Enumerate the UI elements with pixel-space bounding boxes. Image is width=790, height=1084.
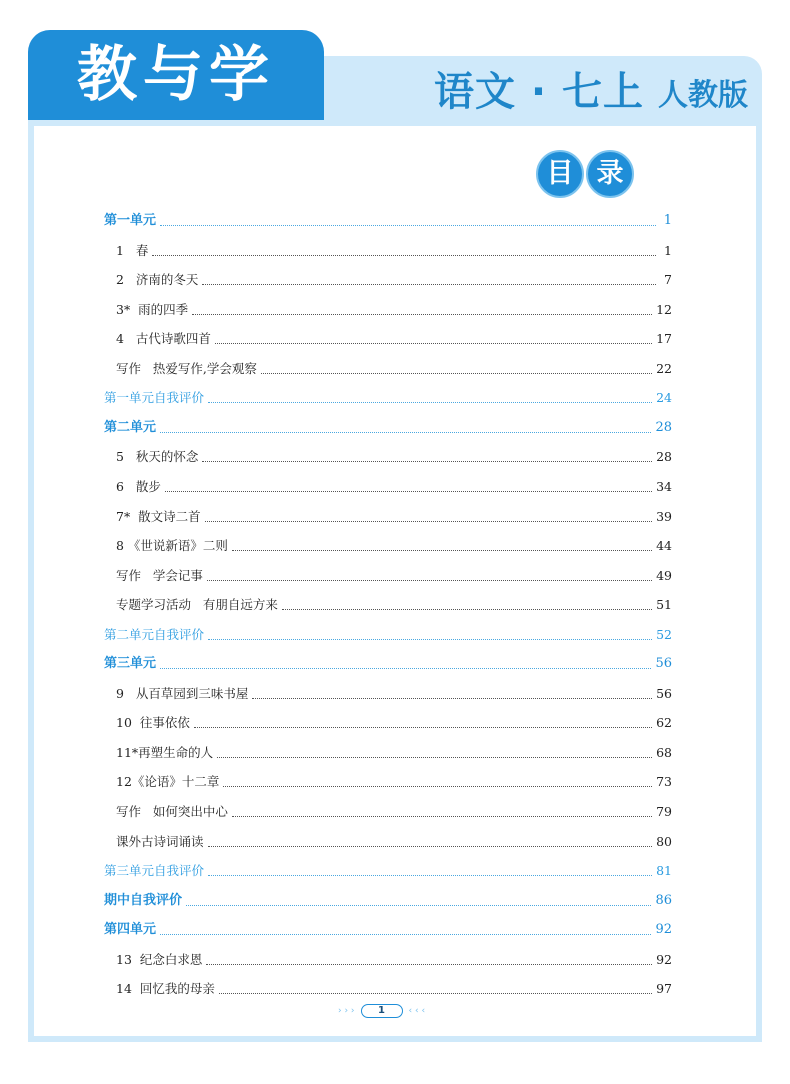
toc-entry-title: 14 回忆我的母亲 bbox=[116, 981, 215, 997]
toc-page-number: 68 bbox=[656, 744, 672, 760]
dot-leader bbox=[206, 964, 652, 965]
toc-entry-title: 6 散步 bbox=[116, 478, 161, 494]
subject-title bbox=[434, 68, 748, 124]
toc-entry[interactable] bbox=[116, 237, 672, 261]
toc-entry[interactable] bbox=[116, 946, 672, 970]
toc-entry-title: 第四单元 bbox=[104, 922, 157, 938]
dot-leader bbox=[217, 757, 652, 758]
toc-page-number: 1 bbox=[663, 213, 672, 228]
toc-page-number: 52 bbox=[656, 626, 672, 642]
toc-entry[interactable] bbox=[116, 562, 672, 586]
dot-leader bbox=[202, 461, 652, 462]
toc-entry[interactable] bbox=[116, 503, 672, 527]
toc-evaluation-entry[interactable] bbox=[104, 384, 672, 408]
toc-page-number: 62 bbox=[656, 715, 672, 731]
toc-page-number: 92 bbox=[655, 922, 672, 938]
toc-entry-title: 5 秋天的怀念 bbox=[116, 449, 199, 465]
toc-evaluation-entry[interactable] bbox=[104, 857, 672, 881]
dot-leader bbox=[232, 816, 652, 817]
toc-entry-title: 第二单元自我评价 bbox=[104, 626, 205, 642]
toc-entry-title: 第二单元 bbox=[104, 419, 157, 435]
dot-leader bbox=[160, 934, 651, 935]
toc-page-number: 92 bbox=[656, 951, 672, 967]
toc-page-number: 34 bbox=[656, 478, 672, 494]
toc-entry[interactable] bbox=[116, 532, 672, 556]
toc-entry-title: 13 纪念白求恩 bbox=[116, 951, 203, 967]
toc-entry-title: 写作 如何突出中心 bbox=[116, 804, 228, 819]
dot-leader bbox=[219, 993, 652, 994]
toc-entry-title: 期中自我评价 bbox=[104, 892, 183, 908]
toc-entry-title: 12《论语》十二章 bbox=[116, 774, 220, 790]
toc-entry-title: 课外古诗词诵读 bbox=[116, 833, 204, 849]
toc-page-number: 7 bbox=[664, 272, 672, 288]
toc-entry-title: 10 往事依依 bbox=[116, 715, 190, 731]
toc-entry[interactable] bbox=[116, 591, 672, 615]
toc-entry-title: 写作 热爱写作,学会观察 bbox=[116, 360, 257, 376]
toc-entry[interactable] bbox=[116, 828, 672, 852]
toc-page-number: 51 bbox=[656, 597, 672, 613]
toc-entry-title: 8 《世说新语》二则 bbox=[116, 538, 228, 554]
toc-evaluation-entry[interactable] bbox=[104, 621, 672, 645]
dot-leader bbox=[160, 432, 651, 433]
dot-leader bbox=[215, 343, 652, 344]
toc-page-number: 22 bbox=[656, 360, 672, 376]
toc-page-number: 49 bbox=[656, 567, 672, 583]
toc-entry-title: 7* 散文诗二首 bbox=[116, 508, 201, 524]
toc-page-number: 28 bbox=[655, 419, 672, 435]
toc-page-number: 17 bbox=[656, 331, 672, 347]
toc-page-number: 1 bbox=[664, 242, 672, 258]
toc-page-number: 39 bbox=[656, 508, 672, 524]
subject-grade: 语文 · 七上 bbox=[433, 69, 644, 115]
toc-entry[interactable] bbox=[116, 443, 672, 467]
dot-leader bbox=[207, 580, 652, 581]
toc-entry-title: 3* 雨的四季 bbox=[116, 301, 189, 317]
dot-leader bbox=[252, 698, 652, 699]
toc-page-number: 56 bbox=[655, 656, 672, 672]
toc-heading bbox=[536, 150, 636, 196]
toc-page-number: 12 bbox=[656, 301, 672, 317]
toc-page-number: 86 bbox=[655, 892, 672, 908]
toc-entry-title: 2 济南的冬天 bbox=[116, 272, 199, 288]
toc-entry-title: 11*再塑生命的人 bbox=[116, 744, 214, 760]
dot-leader bbox=[261, 373, 652, 374]
toc-entry[interactable] bbox=[116, 266, 672, 290]
dot-leader bbox=[160, 225, 656, 226]
edition-label: 人教版 bbox=[658, 78, 748, 113]
toc-entry[interactable] bbox=[116, 325, 672, 349]
toc-entry[interactable] bbox=[116, 975, 672, 999]
dot-leader bbox=[232, 550, 652, 551]
toc-page-number: 28 bbox=[656, 449, 672, 465]
toc-entry-title: 第一单元自我评价 bbox=[104, 390, 205, 406]
toc-entry-title: 写作 学会记事 bbox=[116, 567, 203, 583]
toc-unit-entry[interactable] bbox=[104, 887, 672, 911]
toc-page-number: 24 bbox=[656, 390, 672, 406]
toc-entry[interactable] bbox=[116, 739, 672, 763]
toc-unit-entry[interactable] bbox=[104, 916, 672, 940]
toc-entry-title: 第一单元 bbox=[104, 213, 157, 228]
toc-entry[interactable] bbox=[116, 709, 672, 733]
brand-tab bbox=[28, 30, 324, 120]
toc-entry-title: 第三单元自我评价 bbox=[104, 863, 205, 879]
dot-leader bbox=[160, 668, 651, 669]
page-number: 1 bbox=[361, 1004, 403, 1018]
dot-leader bbox=[202, 284, 656, 285]
toc-entry[interactable] bbox=[116, 798, 672, 822]
dot-leader bbox=[192, 314, 652, 315]
toc-unit-entry[interactable] bbox=[104, 650, 672, 674]
toc-entry[interactable] bbox=[116, 473, 672, 497]
toc-page-number: 56 bbox=[656, 685, 672, 701]
toc-page-number: 73 bbox=[656, 774, 672, 790]
dot-leader bbox=[208, 846, 653, 847]
toc-page-number: 97 bbox=[656, 981, 672, 997]
dot-leader bbox=[208, 639, 652, 640]
dot-leader bbox=[165, 491, 652, 492]
toc-entry[interactable] bbox=[116, 296, 672, 320]
dot-leader bbox=[223, 786, 652, 787]
footer-left-marks: › › › bbox=[338, 1006, 355, 1016]
toc-entry[interactable] bbox=[116, 768, 672, 792]
brand-title: 教与学 bbox=[77, 40, 275, 110]
toc-entry[interactable] bbox=[116, 355, 672, 379]
dot-leader bbox=[282, 609, 652, 610]
toc-entry-title: 9 从百草园到三味书屋 bbox=[116, 685, 249, 701]
footer-right-marks: ‹ ‹ ‹ bbox=[408, 1006, 426, 1016]
toc-page-number: 81 bbox=[656, 863, 672, 879]
dot-leader bbox=[152, 255, 656, 256]
toc-entry-title: 1 春 bbox=[116, 242, 149, 258]
toc-entry-title: 4 古代诗歌四首 bbox=[116, 331, 211, 347]
toc-entry-title: 专题学习活动 有朋自远方来 bbox=[116, 597, 278, 613]
toc-heading-char: 目 bbox=[536, 150, 584, 198]
dot-leader bbox=[208, 402, 652, 403]
dot-leader bbox=[194, 727, 652, 728]
dot-leader bbox=[186, 905, 651, 906]
toc-entry[interactable] bbox=[116, 680, 672, 704]
toc-page-number: 44 bbox=[656, 538, 672, 554]
page-footer bbox=[338, 1003, 425, 1019]
dot-leader bbox=[208, 875, 652, 876]
toc-unit-entry[interactable] bbox=[104, 414, 672, 438]
dot-leader bbox=[205, 521, 652, 522]
toc-entry-title: 第三单元 bbox=[104, 656, 157, 672]
toc-page-number: 79 bbox=[656, 804, 672, 819]
toc-unit-entry[interactable] bbox=[104, 207, 672, 231]
toc-page-number: 80 bbox=[656, 833, 672, 849]
toc-heading-char: 录 bbox=[586, 150, 634, 198]
